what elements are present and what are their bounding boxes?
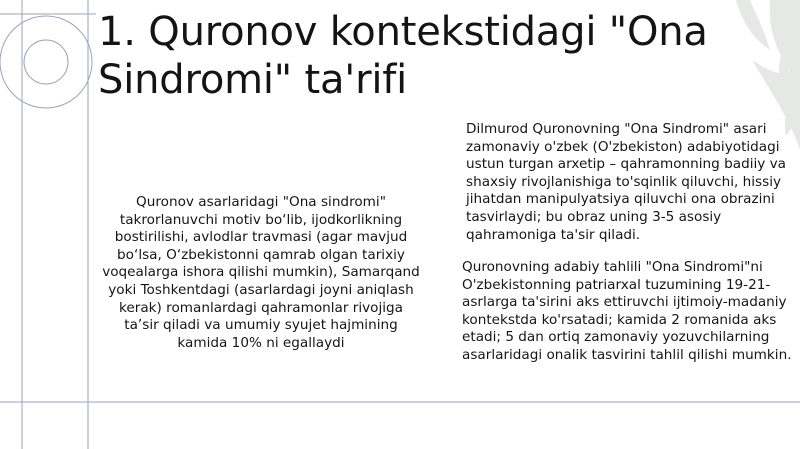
left-paragraph: Quronov asarlaridagi "Ona sindromi" takrorlanuvchi motiv bo‘lib, ijodkorlikning bostirilishi, avlodlar travmasi (agar mavjud bo‘lsa, O‘zbekistonni qamrab olgan tarixiy voqealarga ishora qilishi mumkin), Samarqand yoki Toshkentdagi (asarlardagi joyni aniqlash kerak) romanlardagi qahramonlar rivojiga ta’sir qiladi va umumiy syujet hajmining kamida 10% ni egallaydi <box>102 194 420 351</box>
right-paragraph-top: Dilmurod Quronovning "Ona Sindromi" asari zamonaviy o'zbek (O'zbekiston) adabiyotidagi ustun turgan arxetip – qahramonning badiiy va shaxsiy rivojlanishiga to'sqinlik qiluvchi, hissiy jihatdan manipulyatsiya qiluvchi ona obrazini tasvirlaydi; bu obraz uning 3-5 asosiy qahramoniga ta'sir qiladi. <box>466 121 786 243</box>
decor-circle-inner <box>24 40 68 84</box>
decor-circle-outer <box>0 16 92 108</box>
right-paragraph-bottom: Quronovning adabiy tahlili "Ona Sindromi"ni O'zbekistonning patriarxal tuzumining 19-21-asrlarga ta'sirini aks ettiruvchi ijtimoiy-madaniy kontekstda ko'rsatadi; kamida 2 romanida aks etadi; 5 dan ortiq zamonaviy yozuvchilarning asarlaridagi onalik tasvirini tahlil qilishi mumkin. <box>462 259 792 363</box>
slide-title: 1. Quronov kontekstidagi "Ona Sindromi" ta'rifi <box>98 9 708 103</box>
